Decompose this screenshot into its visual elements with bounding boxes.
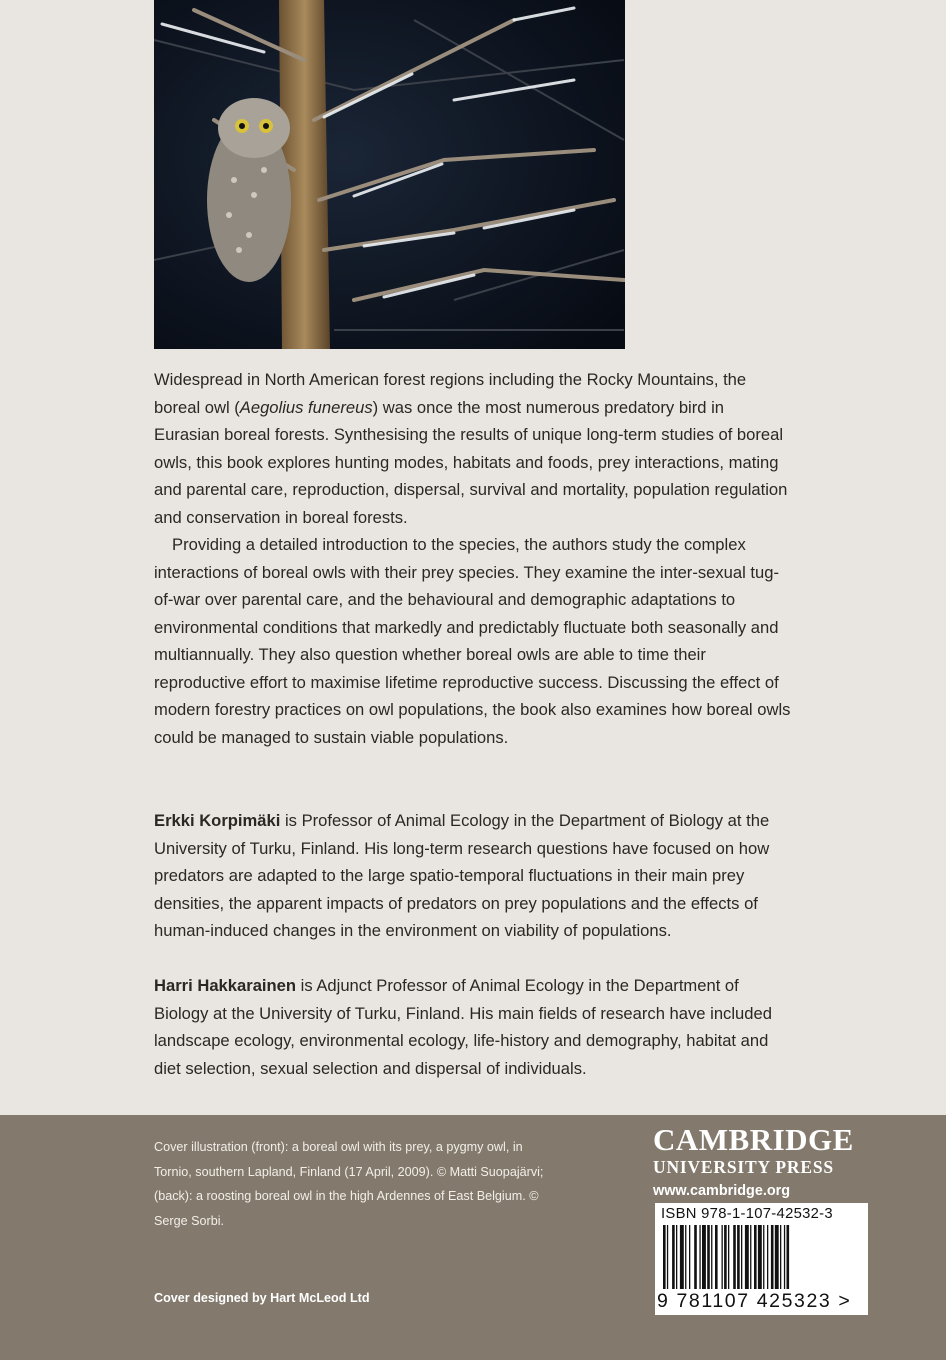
species-name: Aegolius funereus (239, 397, 373, 417)
cover-photo (154, 0, 625, 349)
blurb-paragraph-2: Providing a detailed introduction to the species, the authors study the complex interactions of boreal owls with their prey species. They examine the inter-sexual tug-of-war over parental care, and the behavioural and demographic adaptations to environmental conditions that markedly and predictably fluctuate both seasonally and multiannually. They also question whether boreal owls are able to time their reproductive effort to maximise lifetime reproductive success. Discussing the effect of modern forestry practices on owl populations, the book also examines how boreal owls could be managed to sustain viable populations. (154, 535, 791, 747)
author-name: Harri Hakkarainen (154, 976, 297, 995)
cover-designer: Cover designed by Hart McLeod Ltd (154, 1291, 370, 1305)
author-bio: Erkki Korpimäki is Professor of Animal Ecology in the Department of Biology at the University of Turku, Finland. His long-term research questions have focused on how predators are adapted to the large spatio-temporal fluctuations in their main prey densities, the apparent impacts of predators on prey populations and the effects of human-induced changes in the environment on viability of populations. (154, 811, 770, 940)
barcode-box (655, 1203, 868, 1315)
publisher-name: CAMBRIDGE (653, 1122, 854, 1157)
book-blurb (154, 366, 794, 751)
blurb-paragraph-1: Widespread in North American forest regions including the Rocky Mountains, the boreal owl (Aegolius funereus) was once the most numerous predatory bird in Eurasian boreal forests. Synthesising the results of unique long-term studies of boreal owls, this book explores hunting modes, habitats and foods, prey interactions, mating and parental care, reproduction, dispersal, survival and mortality, population regulation and conservation in boreal forests. (154, 370, 788, 527)
boreal-owl-photo (154, 0, 625, 349)
publisher-logo (653, 1123, 868, 1202)
barcode-icon (661, 1225, 861, 1293)
cover-credit: Cover illustration (front): a boreal owl with its prey, a pygmy owl, in Tornio, southern Lapland, Finland (17 April, 2009). © Matti Suopajärvi; (back): a roosting boreal owl in the high Ardennes of East Belgium. © Serge Sorbi. (154, 1140, 544, 1228)
isbn-text: ISBN 978-1-107-42532-3 (661, 1206, 833, 1222)
author-name: Erkki Korpimäki (154, 811, 281, 830)
publisher-website: www.cambridge.org (653, 1183, 790, 1199)
footer-band (0, 1115, 946, 1360)
publisher-subtitle: UNIVERSITY PRESS (653, 1157, 834, 1177)
ean-digits: 9 781107 425323 > (657, 1290, 852, 1312)
author-bio: Harri Hakkarainen is Adjunct Professor of Animal Ecology in the Department of Biology at the University of Turku, Finland. His main fields of research have included landscape ecology, environmental ecology, life-history and demography, habitat and diet selection, sexual selection and dispersal of individuals. (154, 976, 772, 1078)
author-bios (154, 807, 794, 1110)
